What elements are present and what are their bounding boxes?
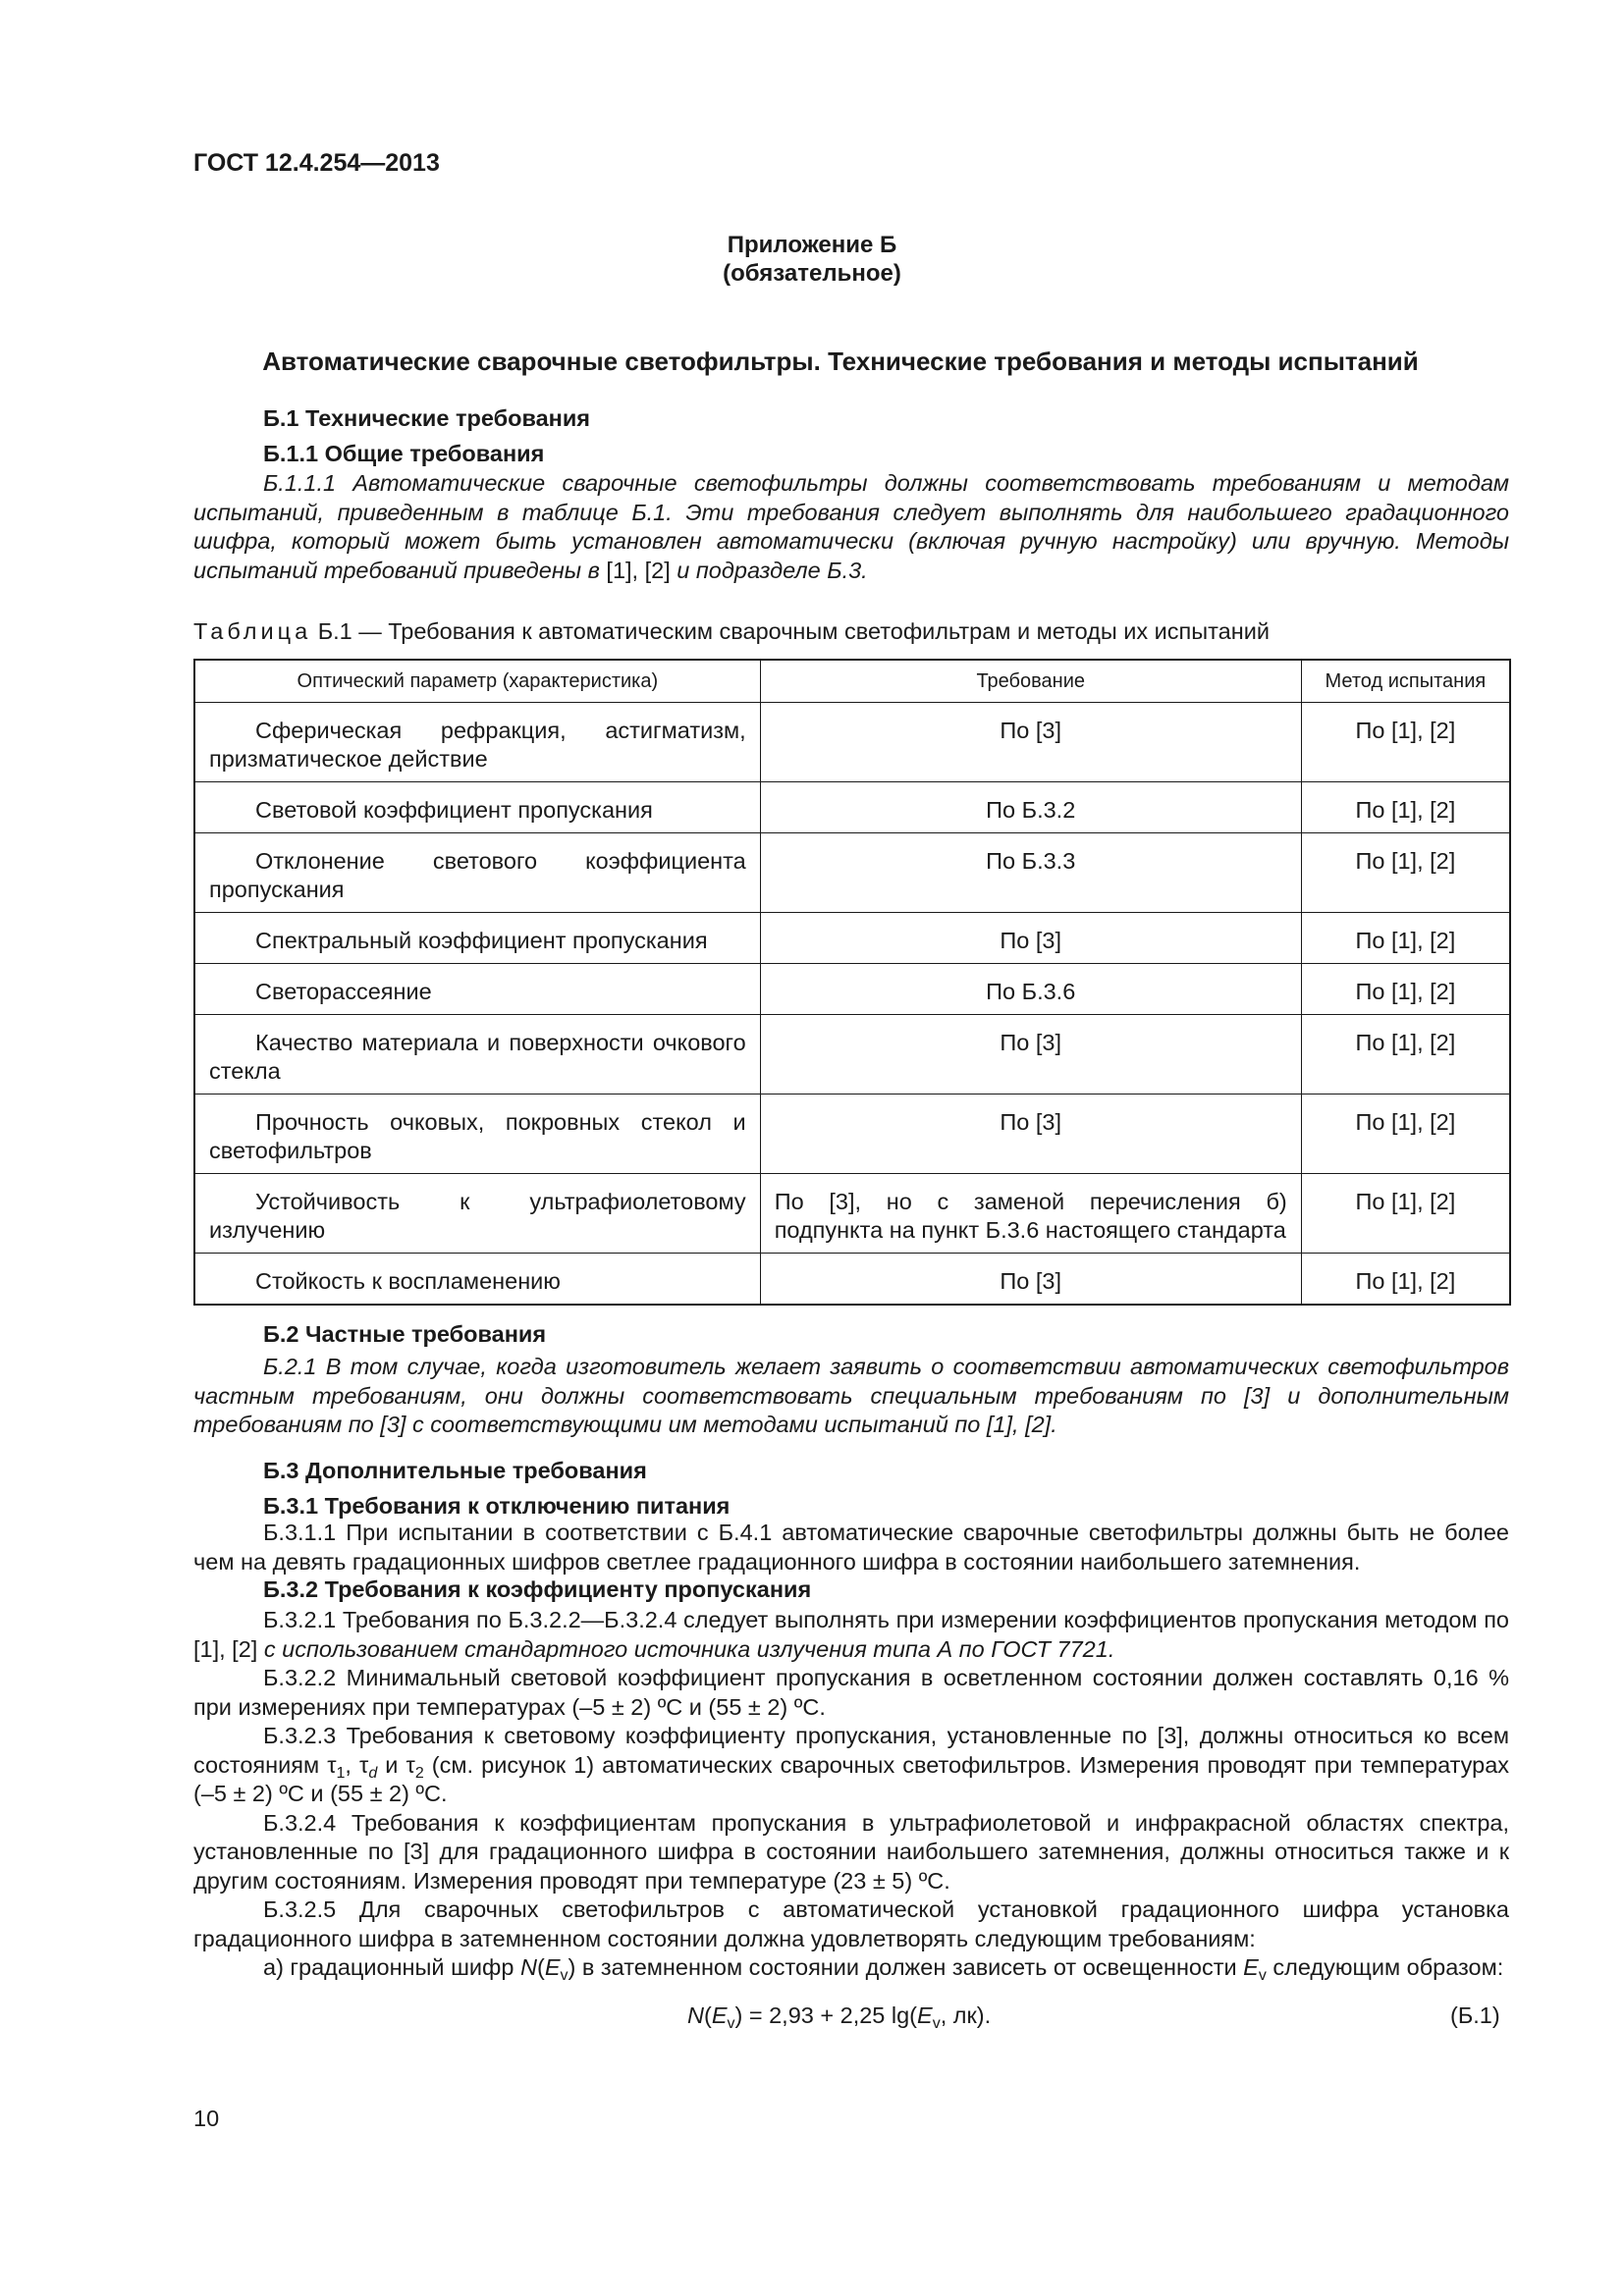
item-a-e-symbol-2: E bbox=[1243, 1954, 1259, 1980]
paragraph-b111-tail: и подразделе Б.3. bbox=[677, 557, 868, 583]
section-b3-heading: Б.3 Дополнительные требования bbox=[263, 1458, 647, 1483]
cell-parameter: Устойчивость к ультрафиолетовому излучению bbox=[194, 1174, 760, 1254]
paragraph-b322: Б.3.2.2 Минимальный световой коэффициент пропускания в осветленном состоянии должен составлять 0,16 % при измерениях при температурах (–5 ± 2) ºС и (55 ± 2) ºС. bbox=[193, 1665, 1509, 1720]
table-row bbox=[194, 1015, 1510, 1095]
cell-requirement: По Б.3.2 bbox=[760, 782, 1301, 833]
table-row bbox=[194, 1254, 1510, 1306]
requirements-table bbox=[193, 659, 1511, 1306]
cell-parameter: Стойкость к воспламенению bbox=[194, 1254, 760, 1306]
item-a-v-index: v bbox=[560, 1967, 568, 1984]
paragraph-b323-tail: (см. рисунок 1) автоматических сварочных светофильтров. Измерения проводят при температурах (–5 ± 2) ºС и (55 ± 2) ºС. bbox=[193, 1751, 1510, 1806]
header-requirement: Требование bbox=[760, 660, 1301, 703]
header-parameter: Оптический параметр (характеристика) bbox=[194, 660, 760, 703]
formula-e-symbol: E bbox=[711, 2002, 728, 2028]
cell-parameter: Сферическая рефракция, астигматизм, призматическое действие bbox=[194, 703, 760, 782]
table-caption-word: Таблица bbox=[193, 618, 312, 644]
paragraph-b325: Б.3.2.5 Для сварочных светофильтров с автоматической установкой градационного шифра установка градационного шифра в затемненном состоянии должна удовлетворять следующим требованиям: bbox=[193, 1896, 1509, 1951]
tau-d: τ bbox=[359, 1751, 369, 1778]
cell-parameter: Световой коэффициент пропускания bbox=[194, 782, 760, 833]
paragraph-b21-text: Б.2.1 В том случае, когда изготовитель желает заявить о соответствии автоматических светофильтров частным требованиям, они должны соответствовать специальным требованиям по [3] и дополнительным требованиям по [3] с соответствующими им методами испытаний по [1], [2]. bbox=[193, 1354, 1509, 1437]
section-b11-heading: Б.1.1 Общие требования bbox=[263, 441, 545, 466]
cell-requirement: По [3] bbox=[760, 703, 1301, 782]
formula-rhs: ) = 2,93 + 2,25 lg( bbox=[734, 2002, 918, 2028]
paragraph-b321 bbox=[193, 1606, 1509, 1664]
cell-test-method: По [1], [2] bbox=[1301, 782, 1510, 833]
table-row bbox=[194, 703, 1510, 782]
cell-parameter: Прочность очковых, покровных стекол и светофильтров bbox=[194, 1095, 760, 1174]
paragraph-b32-body bbox=[193, 1606, 1509, 1983]
paragraph-b111-text: Б.1.1.1 Автоматические сварочные светофильтры должны соответствовать требованиям и методам испытаний, приведенным в таблице Б.1. Эти требования следует выполнять для наибольшего градационного шифра, который может быть установлен автоматически (включая ручную настройку) или вручную. Методы испытаний требований приведены в bbox=[193, 470, 1509, 583]
formula-e-symbol-2: E bbox=[917, 2002, 933, 2028]
cell-requirement: По Б.3.6 bbox=[760, 964, 1301, 1015]
item-a-n-symbol: N bbox=[520, 1954, 537, 1980]
tau-and: и bbox=[385, 1751, 399, 1778]
formula-unit: , лк). bbox=[940, 2002, 992, 2028]
cell-requirement: По [3], но с заменой перечисления б) подпункта на пункт Б.3.6 настоящего стандарта bbox=[760, 1174, 1301, 1254]
cell-test-method: По [1], [2] bbox=[1301, 964, 1510, 1015]
paragraph-b323-text: Б.3.2.3 Требования к световому коэффициенту пропускания, установленные по [3], должны относиться ко всем состояниям bbox=[193, 1723, 1509, 1778]
paragraph-b321-text: Б.3.2.1 Требования по Б.3.2.2—Б.3.2.4 следует выполнять при измерении коэффициентов пропускания методом по [1], [2] bbox=[193, 1607, 1509, 1662]
tau-d-index: d bbox=[368, 1764, 378, 1782]
paragraph-b311 bbox=[193, 1519, 1509, 1576]
section-b31-heading: Б.3.1 Требования к отключению питания bbox=[263, 1493, 731, 1519]
formula-v-index: v bbox=[727, 2015, 735, 2032]
cell-parameter: Качество материала и поверхности очкового стекла bbox=[194, 1015, 760, 1095]
formula-b1: $N(E_v) = 2,93 + 2,25$ $\lg(E_v$, лк). bbox=[687, 2002, 992, 2032]
paragraph-b21 bbox=[193, 1353, 1509, 1440]
cell-requirement: По [3] bbox=[760, 1254, 1301, 1306]
item-a-e-symbol: E bbox=[544, 1954, 561, 1980]
cell-test-method: По [1], [2] bbox=[1301, 1015, 1510, 1095]
paragraph-b324: Б.3.2.4 Требования к коэффициентам пропускания в ультрафиолетовой и инфракрасной областях спектра, установленные по [3] для градационного шифра в состоянии наибольшего затемнения, должны относиться также и к другим состояниям. Измерения проводят при температуре (23 ± 5) ºС. bbox=[193, 1809, 1509, 1894]
cell-test-method: По [1], [2] bbox=[1301, 833, 1510, 913]
section-b2-heading: Б.2 Частные требования bbox=[263, 1321, 547, 1347]
cell-requirement: По Б.3.3 bbox=[760, 833, 1301, 913]
formula-n-symbol: N bbox=[687, 2002, 704, 2028]
appendix-label: Приложение Б bbox=[727, 232, 897, 258]
paragraph-b111-refs: [1], [2] bbox=[606, 557, 671, 583]
section-b32-heading: Б.3.2 Требования к коэффициенту пропускания bbox=[263, 1576, 812, 1602]
header-test-method: Метод испытания bbox=[1301, 660, 1510, 703]
item-a-middle: в затемненном состоянии должен зависеть от освещенности bbox=[581, 1954, 1237, 1980]
paragraph-b311-text: Б.3.1.1 При испытании в соответствии с Б.4.1 автоматические сварочные светофильтры должны быть не более чем на девять градационных шифров светлее градационного шифра в состоянии наибольшего затемнения. bbox=[193, 1520, 1509, 1575]
cell-parameter: Спектральный коэффициент пропускания bbox=[194, 913, 760, 964]
table-caption bbox=[193, 618, 1270, 645]
cell-requirement: По [3] bbox=[760, 1095, 1301, 1174]
cell-test-method: По [1], [2] bbox=[1301, 1095, 1510, 1174]
document-header-id: ГОСТ 12.4.254—2013 bbox=[193, 149, 440, 177]
table-row bbox=[194, 782, 1510, 833]
formula-number: (Б.1) bbox=[1450, 2002, 1500, 2028]
paragraph-b323 bbox=[193, 1722, 1509, 1809]
table-caption-text: Б.1 — Требования к автоматическим сварочным светофильтрам и методы их испытаний bbox=[317, 618, 1270, 644]
item-a-tail: следующим образом: bbox=[1272, 1954, 1504, 1980]
item-a-v-index-2: v bbox=[1258, 1967, 1267, 1984]
section-b1-heading: Б.1 Технические требования bbox=[263, 405, 591, 431]
tau-1: τ bbox=[327, 1751, 337, 1778]
cell-test-method: По [1], [2] bbox=[1301, 703, 1510, 782]
table-row bbox=[194, 833, 1510, 913]
cell-test-method: По [1], [2] bbox=[1301, 1174, 1510, 1254]
paragraph-b111 bbox=[193, 469, 1509, 585]
cell-test-method: По [1], [2] bbox=[1301, 913, 1510, 964]
table-row bbox=[194, 964, 1510, 1015]
item-a-text: а) градационный шифр bbox=[263, 1954, 514, 1980]
appendix-title: Автоматические сварочные светофильтры. Технические требования и методы испытаний bbox=[262, 347, 1419, 376]
table-header-row bbox=[194, 660, 1510, 703]
tau-2: τ bbox=[406, 1751, 415, 1778]
table-row bbox=[194, 1095, 1510, 1174]
formula-v-index-2: v bbox=[932, 2015, 941, 2032]
tau-separator: , bbox=[345, 1751, 352, 1778]
cell-requirement: По [3] bbox=[760, 913, 1301, 964]
table-row bbox=[194, 1174, 1510, 1254]
cell-parameter: Отклонение светового коэффициента пропускания bbox=[194, 833, 760, 913]
cell-test-method: По [1], [2] bbox=[1301, 1254, 1510, 1306]
tau-1-index: 1 bbox=[336, 1764, 346, 1782]
table-row bbox=[194, 913, 1510, 964]
tau-2-index: 2 bbox=[414, 1764, 424, 1782]
cell-parameter: Светорассеяние bbox=[194, 964, 760, 1015]
appendix-status: (обязательное) bbox=[723, 260, 901, 287]
paragraph-b321-tail: с использованием стандартного источника излучения типа А по ГОСТ 7721. bbox=[263, 1635, 1115, 1662]
cell-requirement: По [3] bbox=[760, 1015, 1301, 1095]
page-number: 10 bbox=[193, 2106, 220, 2131]
paragraph-item-a: а) градационный шифр $N(E_v)$ в затемненном состоянии должен зависеть от освещенности $E_v$ следующим образом: bbox=[263, 1954, 1504, 1984]
